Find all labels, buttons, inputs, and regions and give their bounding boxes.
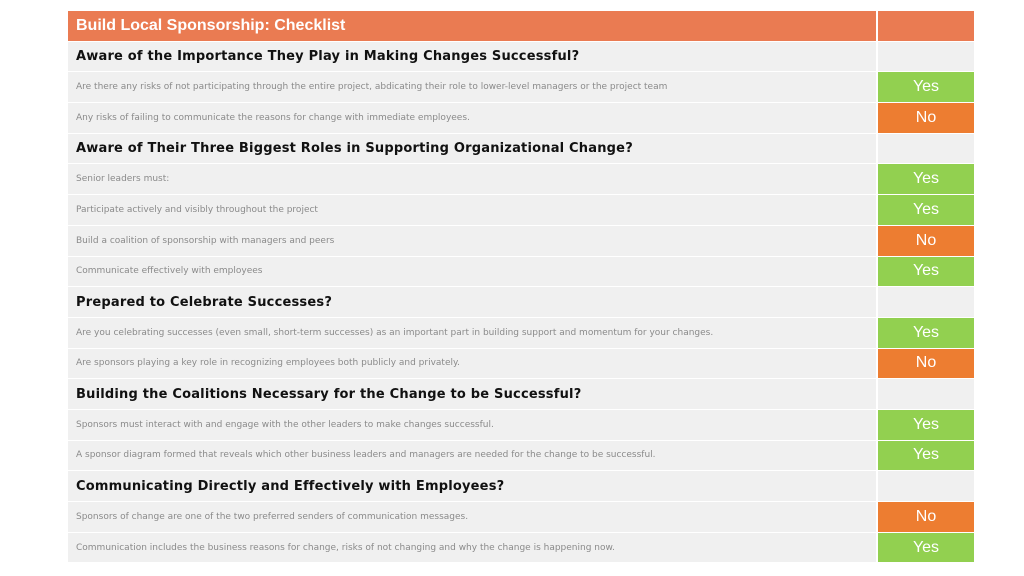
checklist-item-row (68, 533, 976, 564)
checklist-item-row (68, 257, 976, 288)
section-heading-row (68, 42, 976, 73)
checklist-item-row (68, 72, 976, 103)
section-answer-cell (878, 287, 974, 318)
section-heading-row (68, 134, 976, 165)
checklist-item-row (68, 318, 976, 349)
checklist-item-text: Participate actively and visibly throughout the project (68, 195, 878, 226)
answer-badge: Yes (878, 72, 974, 103)
checklist-item-row (68, 103, 976, 134)
answer-badge: No (878, 349, 974, 380)
section-answer-cell (878, 379, 974, 410)
checklist-item-text: Are you celebrating successes (even small, short-term successes) as an important part in building support and momentum for your changes. (68, 318, 878, 349)
checklist-item-text: Are there any risks of not participating through the entire project, abdicating their role to lower-level managers or the project team (68, 72, 878, 103)
checklist-item-text: Any risks of failing to communicate the reasons for change with immediate employees. (68, 103, 878, 134)
checklist-item-row (68, 195, 976, 226)
checklist-item-text: Sponsors of change are one of the two preferred senders of communication messages. (68, 502, 878, 533)
checklist-item-row (68, 349, 976, 380)
checklist-table (68, 11, 976, 563)
section-heading-row (68, 471, 976, 502)
section-answer-cell (878, 134, 974, 165)
answer-badge: No (878, 103, 974, 134)
answer-badge: No (878, 502, 974, 533)
section-heading-row (68, 287, 976, 318)
checklist-item-row (68, 164, 976, 195)
section-heading: Building the Coalitions Necessary for the Change to be Successful? (68, 379, 878, 410)
checklist-header-row (68, 11, 976, 42)
section-answer-cell (878, 471, 974, 502)
answer-badge: Yes (878, 441, 974, 472)
checklist-title: Build Local Sponsorship: Checklist (68, 11, 878, 42)
checklist-item-text: Senior leaders must: (68, 164, 878, 195)
checklist-item-text: Build a coalition of sponsorship with managers and peers (68, 226, 878, 257)
answer-badge: Yes (878, 410, 974, 441)
section-heading: Communicating Directly and Effectively with Employees? (68, 471, 878, 502)
answer-badge: Yes (878, 257, 974, 288)
answer-badge: Yes (878, 195, 974, 226)
checklist-item-text: A sponsor diagram formed that reveals which other business leaders and managers are needed for the change to be successful. (68, 441, 878, 472)
section-answer-cell (878, 42, 974, 73)
checklist-item-text: Communication includes the business reasons for change, risks of not changing and why the change is happening now. (68, 533, 878, 564)
section-heading: Aware of Their Three Biggest Roles in Supporting Organizational Change? (68, 134, 878, 165)
checklist-item-text: Are sponsors playing a key role in recognizing employees both publicly and privately. (68, 349, 878, 380)
header-answer-cell (878, 11, 974, 42)
answer-badge: No (878, 226, 974, 257)
checklist-item-row (68, 441, 976, 472)
checklist-item-row (68, 410, 976, 441)
section-heading-row (68, 379, 976, 410)
checklist-item-row (68, 502, 976, 533)
checklist-item-text: Sponsors must interact with and engage with the other leaders to make changes successful. (68, 410, 878, 441)
answer-badge: Yes (878, 318, 974, 349)
checklist-item-row (68, 226, 976, 257)
checklist-rows (68, 42, 976, 564)
answer-badge: Yes (878, 164, 974, 195)
answer-badge: Yes (878, 533, 974, 564)
section-heading: Prepared to Celebrate Successes? (68, 287, 878, 318)
section-heading: Aware of the Importance They Play in Making Changes Successful? (68, 42, 878, 73)
checklist-item-text: Communicate effectively with employees (68, 257, 878, 288)
